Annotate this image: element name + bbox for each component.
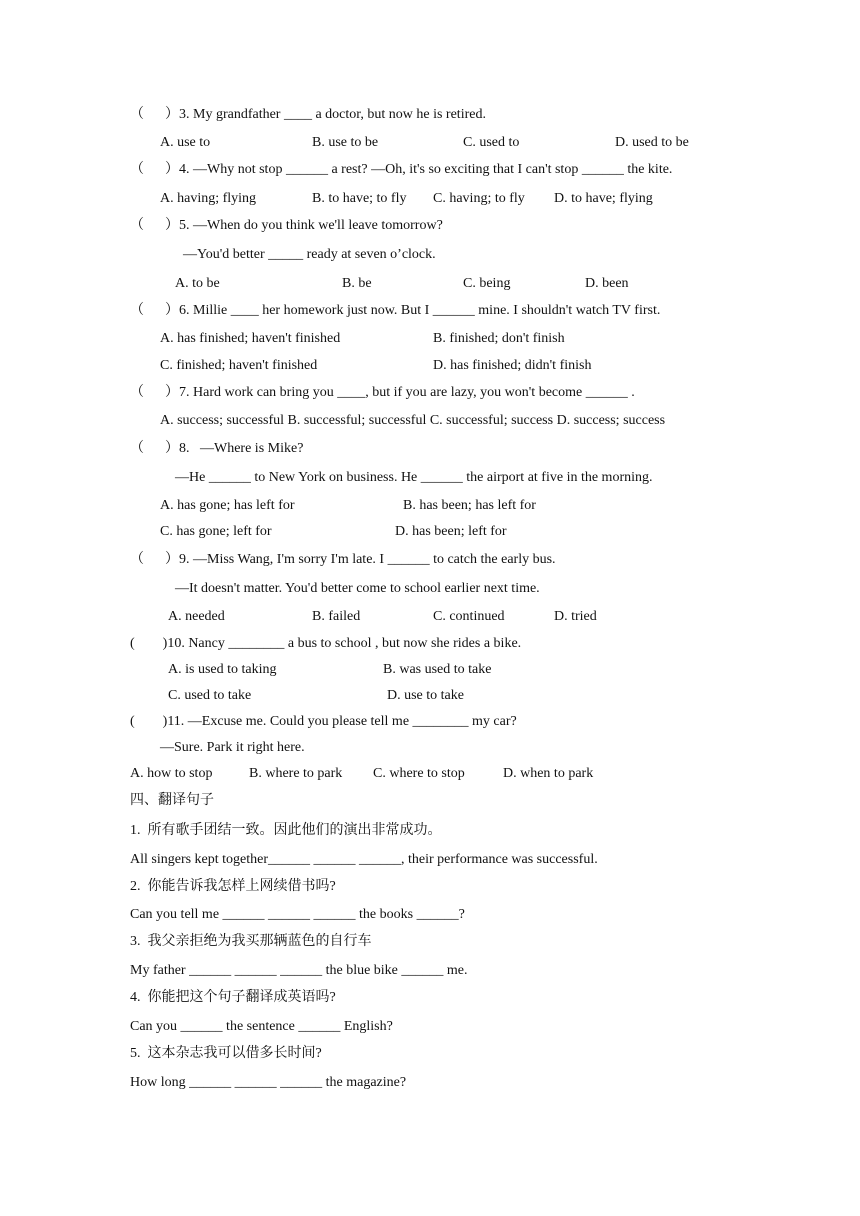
translation-3-chinese: 3. 我父亲拒绝为我买那辆蓝色的自行车 [130,934,372,949]
q3-option-b: B. use to be [312,135,379,150]
question-6-stem: （ ）6. Millie ____ her homework just now. But I ______ mine. I shouldn't watch TV first. [130,303,661,318]
q10-option-d: D. use to take [387,688,464,703]
question-10-stem: ( )10. Nancy ________ a bus to school , but now she rides a bike. [130,636,522,651]
q9-option-d: D. tried [554,609,597,624]
translation-3-english: My father ______ ______ ______ the blue bike ______ me. [130,963,468,978]
question-5-stem: （ ）5. —When do you think we'll leave tomorrow? [130,218,443,233]
q11-option-c: C. where to stop [373,766,465,781]
question-11-stem: ( )11. —Excuse me. Could you please tell me ________ my car? [130,714,517,729]
translation-1-chinese: 1. 所有歌手团结一致。因此他们的演出非常成功。 [130,823,442,838]
q11-option-d: D. when to park [503,766,594,781]
q5-option-a: A. to be [175,276,220,291]
q9-option-c: C. continued [433,609,505,624]
q5-option-c: C. being [463,276,511,291]
question-5-reply: —You'd better _____ ready at seven o’clock. [183,247,436,262]
q4-option-a: A. having; flying [160,191,257,206]
question-3-stem: （ ）3. My grandfather ____ a doctor, but now he is retired. [130,107,486,122]
question-4-stem: （ ）4. —Why not stop ______ a rest? —Oh, it's so exciting that I can't stop ______ the kite. [130,162,673,177]
q6-option-a: A. has finished; haven't finished [160,331,341,346]
question-8-stem: （ ）8. —Where is Mike? [130,441,304,456]
q10-option-c: C. used to take [168,688,252,703]
q11-option-a: A. how to stop [130,766,213,781]
question-7-stem: （ ）7. Hard work can bring you ____, but if you are lazy, you won't become ______ . [130,385,635,400]
q8-option-c: C. has gone; left for [160,524,272,539]
q4-option-b: B. to have; to fly [312,191,407,206]
q10-option-a: A. is used to taking [168,662,277,677]
q3-option-a: A. use to [160,135,211,150]
q3-option-c: C. used to [463,135,520,150]
translation-5-chinese: 5. 这本杂志我可以借多长时间? [130,1046,322,1061]
question-8-reply: —He ______ to New York on business. He ______ the airport at five in the morning. [175,470,653,485]
q5-option-b: B. be [342,276,372,291]
q11-option-b: B. where to park [249,766,343,781]
q4-option-d: D. to have; flying [554,191,653,206]
question-9-reply: —It doesn't matter. You'd better come to school earlier next time. [175,581,540,596]
q10-option-b: B. was used to take [383,662,492,677]
translation-2-english: Can you tell me ______ ______ ______ the books ______? [130,907,465,922]
q4-option-c: C. having; to fly [433,191,525,206]
q8-option-a: A. has gone; has left for [160,498,295,513]
q3-option-d: D. used to be [615,135,689,150]
q9-option-a: A. needed [168,609,225,624]
q6-option-d: D. has finished; didn't finish [433,358,592,373]
translation-2-chinese: 2. 你能告诉我怎样上网续借书吗? [130,879,336,894]
translation-4-chinese: 4. 你能把这个句子翻译成英语吗? [130,990,336,1005]
translation-1-english: All singers kept together______ ______ ______, their performance was successful. [130,852,598,867]
q6-option-c: C. finished; haven't finished [160,358,318,373]
translation-5-english: How long ______ ______ ______ the magazine? [130,1075,407,1090]
section-heading: 四、翻译句子 [130,793,214,808]
q8-option-d: D. has been; left for [395,524,507,539]
q9-option-b: B. failed [312,609,361,624]
q7-options: A. success; successful B. successful; successful C. successful; success D. success; success [160,413,666,428]
question-11-reply: —Sure. Park it right here. [160,740,305,755]
q5-option-d: D. been [585,276,629,291]
translation-4-english: Can you ______ the sentence ______ English? [130,1019,393,1034]
q8-option-b: B. has been; has left for [403,498,536,513]
q6-option-b: B. finished; don't finish [433,331,565,346]
question-9-stem: （ ）9. —Miss Wang, I'm sorry I'm late. I ______ to catch the early bus. [130,552,556,567]
